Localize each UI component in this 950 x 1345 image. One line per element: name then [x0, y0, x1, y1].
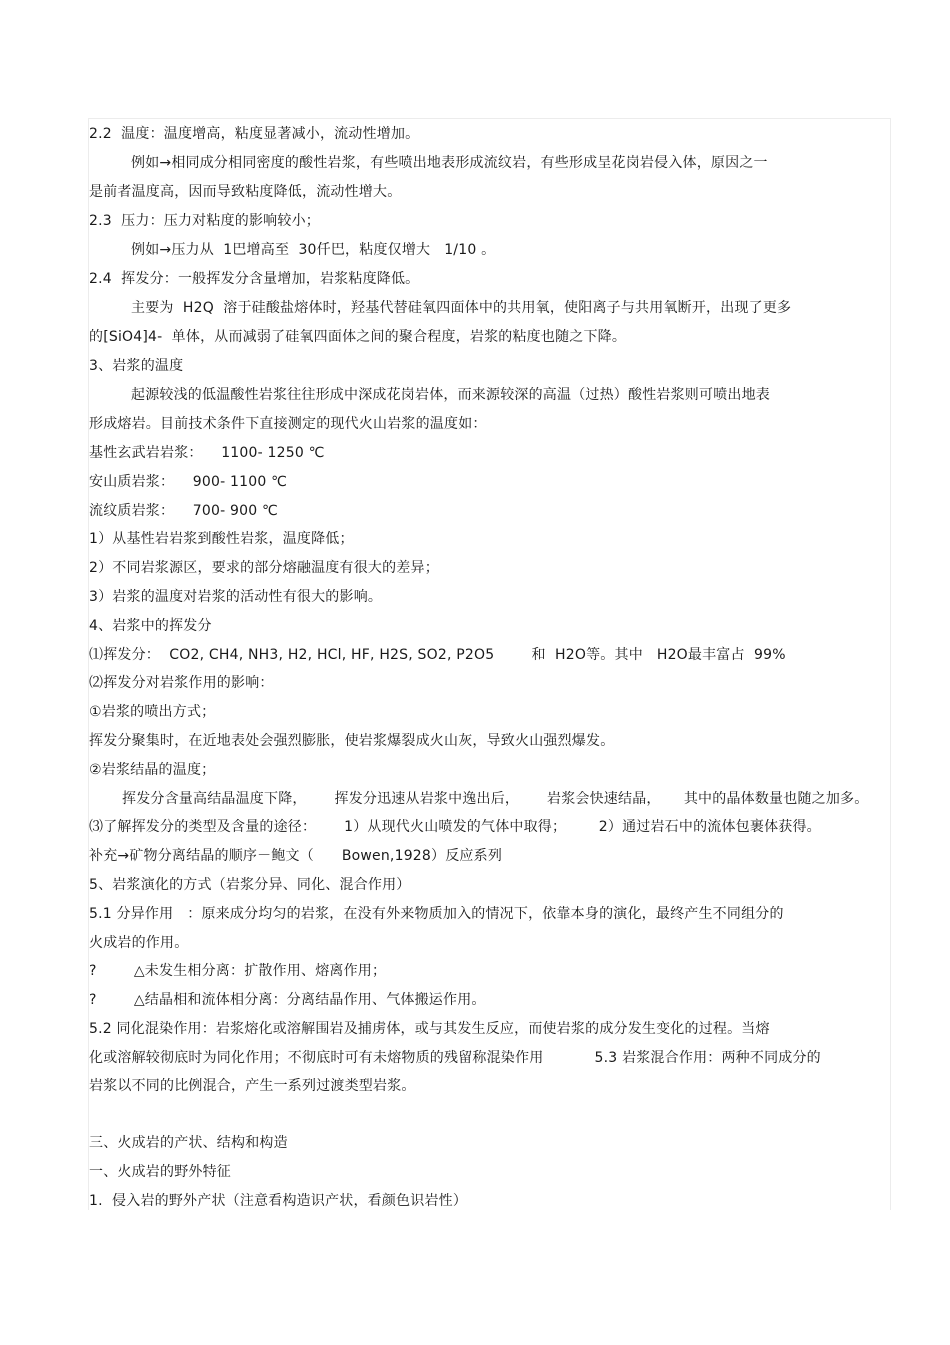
text-line: 挥发分聚集时，在近地表处会强烈膨胀，使岩浆爆裂成火山灰，导致火山强烈爆发。: [89, 733, 615, 749]
text-line: 基性玄武岩岩浆： 1100- 1250 ℃: [89, 445, 325, 461]
text-line: 安山质岩浆： 900- 1100 ℃: [89, 474, 288, 490]
text-line: 补充→矿物分离结晶的顺序－鲍文（ Bowen,1928）反应系列: [89, 848, 503, 864]
text-line: 岩浆以不同的比例混合，产生一系列过渡类型岩浆。: [89, 1078, 416, 1094]
text-line: 化或溶解较彻底时为同化作用；不彻底时可有未熔物质的残留称混染作用 5.3 岩浆混合作用：两种不同成分的: [89, 1050, 821, 1066]
text-line: 起源较浅的低温酸性岩浆往往形成中深成花岗岩体，而来源较深的高温（过热）酸性岩浆则可喷出地表: [131, 387, 770, 403]
text-line: 流纹质岩浆： 700- 900 ℃: [89, 503, 278, 519]
text-line: 例如→压力从 1巴增高至 30仟巴，粘度仅增大 1/10 。: [131, 242, 496, 258]
text-line: 例如→相同成分相同密度的酸性岩浆，有些喷出地表形成流纹岩，有些形成呈花岗岩侵入体，原因之一: [131, 155, 768, 171]
text-line: 5.1 分异作用 ：原来成分均匀的岩浆，在没有外来物质加入的情况下，依靠本身的演化，最终产生不同组分的: [89, 906, 784, 922]
text-line: 火成岩的作用。: [89, 935, 189, 951]
section-heading: 一、火成岩的野外特征: [89, 1164, 231, 1180]
text-line: 3）岩浆的温度对岩浆的活动性有很大的影响。: [89, 589, 383, 605]
text-line: ⑵挥发分对岩浆作用的影响：: [89, 675, 274, 691]
section-heading: 3、岩浆的温度: [89, 358, 184, 374]
section-heading: 5、岩浆演化的方式（岩浆分异、同化、混合作用）: [89, 877, 411, 893]
text-line: ? △结晶相和流体相分离：分离结晶作用、气体搬运作用。: [89, 992, 486, 1008]
text-line: 主要为 H2Q 溶于硅酸盐熔体时，羟基代替硅氧四面体中的共用氧，使阳离子与共用氧断开，出现了更多: [131, 300, 792, 316]
text-line: 形成熔岩。目前技术条件下直接测定的现代火山岩浆的温度如：: [89, 416, 487, 432]
chapter-heading: 三、火成岩的产状、结构和构造: [89, 1135, 288, 1151]
text-line: 2.2 温度：温度增高，粘度显著减小，流动性增加。: [89, 126, 420, 142]
text-line: 2）不同岩浆源区，要求的部分熔融温度有很大的差异；: [89, 560, 439, 576]
text-line: ⑴挥发分： CO2, CH4, NH3, H2, HCl, HF, H2S, SO2, P2O5 和 H2O等。其中 H2O最丰富占 99%: [89, 647, 786, 663]
text-line: 的[SiO4]4- 单体，从而减弱了硅氧四面体之间的聚合程度，岩浆的粘度也随之下降。: [89, 329, 627, 345]
section-heading: 4、岩浆中的挥发分: [89, 618, 212, 634]
text-line: 是前者温度高，因而导致粘度降低，流动性增大。: [89, 184, 402, 200]
text-line: 5.2 同化混染作用：岩浆熔化或溶解围岩及捕虏体，或与其发生反应，而使岩浆的成分发生变化的过程。当熔: [89, 1021, 770, 1037]
text-line: ? △未发生相分离：扩散作用、熔离作用；: [89, 963, 387, 979]
text-line: 2.4 挥发分：一般挥发分含量增加，岩浆粘度降低。: [89, 271, 420, 287]
text-line: ②岩浆结晶的温度；: [89, 762, 216, 778]
text-line: 挥发分含量高结晶温度下降， 挥发分迅速从岩浆中逸出后， 岩浆会快速结晶， 其中的晶体数量也随之加多。: [122, 791, 869, 807]
text-line: ①岩浆的喷出方式；: [89, 704, 216, 720]
text-line: 2.3 压力：压力对粘度的影响较小；: [89, 213, 320, 229]
text-line: 1. 侵入岩的野外产状（注意看构造识产状，看颜色识岩性）: [89, 1193, 468, 1209]
text-line: ⑶了解挥发分的类型及含量的途径： 1）从现代火山喷发的气体中取得； 2）通过岩石中的流体包裹体获得。: [89, 819, 821, 835]
text-line: 1）从基性岩岩浆到酸性岩浆，温度降低；: [89, 531, 354, 547]
